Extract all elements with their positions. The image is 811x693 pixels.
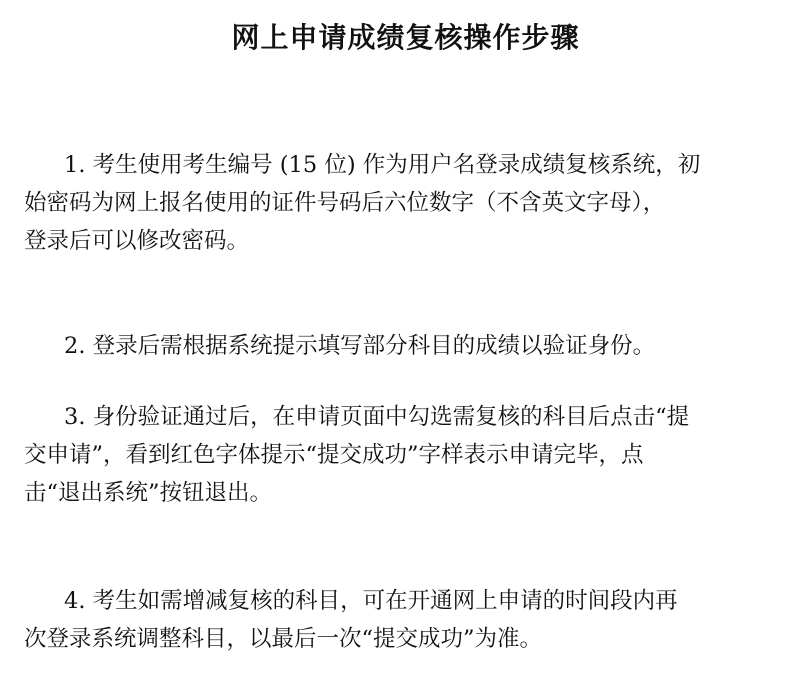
step-1-line-3: 登录后可以修改密码。 [24,228,250,254]
step-3-line-1: 3. 身份验证通过后，在申请页面中勾选需复核的科目后点击“提 [64,404,690,430]
step-3-line-3: 击“退出系统”按钮退出。 [24,480,273,506]
step-2-paragraph [24,327,784,365]
step-1-paragraph [24,146,784,260]
step-4-line-2: 次登录系统调整科目，以最后一次“提交成功”为准。 [24,626,543,652]
step-3-paragraph [24,398,784,512]
step-4-line-1: 4. 考生如需增减复核的科目，可在开通网上申请的时间段内再 [64,588,678,614]
step-1-line-1: 1. 考生使用考生编号 (15 位) 作为用户名登录成绩复核系统，初 [64,152,701,178]
step-3-line-2: 交申请”，看到红色字体提示“提交成功”字样表示申请完毕，点 [24,442,644,468]
document-title: 网上申请成绩复核操作步骤 [231,21,580,54]
step-4-paragraph [24,582,784,658]
step-1-line-2: 始密码为网上报名使用的证件号码后六位数字（不含英文字母）， [24,190,666,216]
step-2-line-1: 2. 登录后需根据系统提示填写部分科目的成绩以验证身份。 [64,333,656,359]
